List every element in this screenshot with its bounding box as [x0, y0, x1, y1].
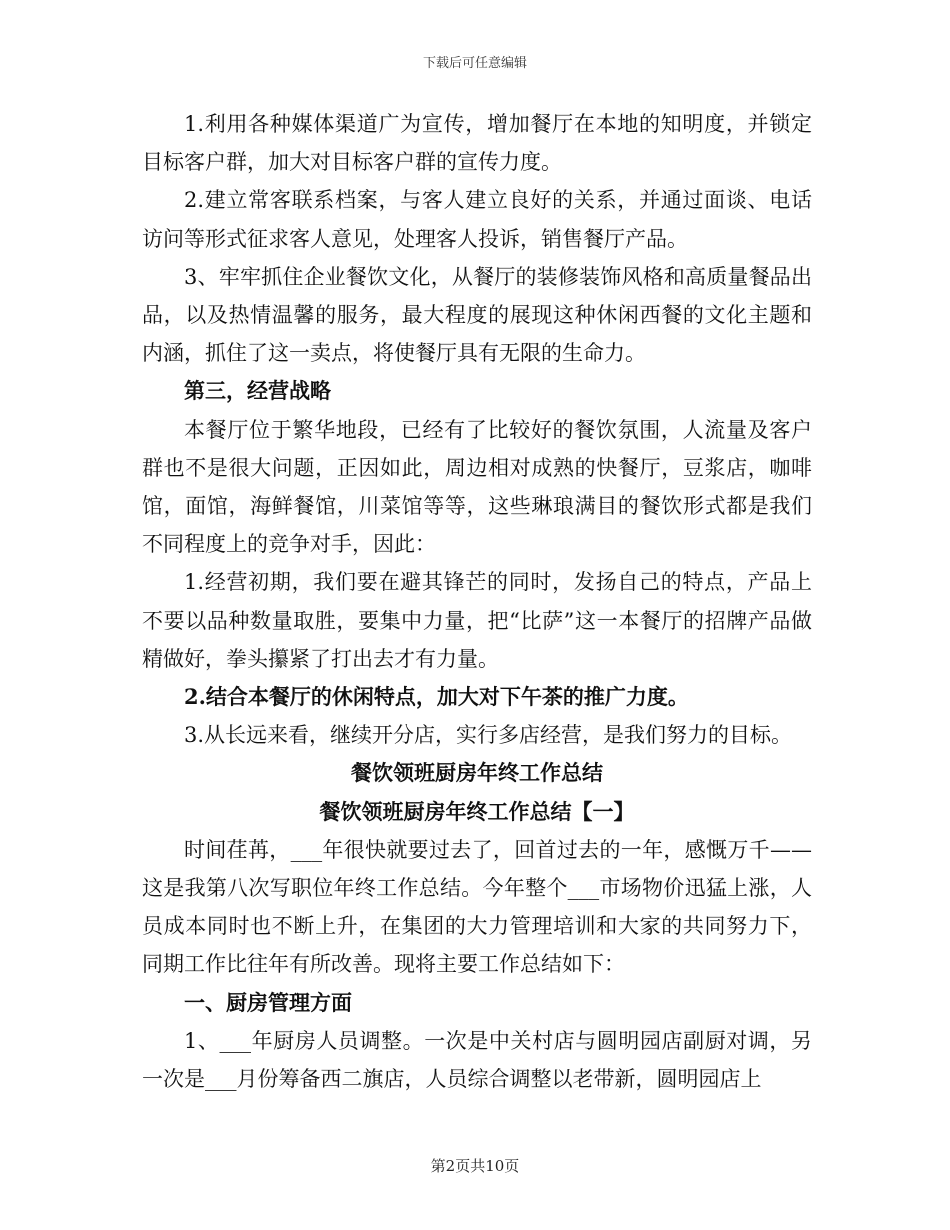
- paragraph-6-bold: 2.结合本餐厅的休闲特点，加大对下午茶的推广力度。: [184, 684, 689, 710]
- paragraph-8: 时间荏苒，___年很快就要过去了，回首过去的一年，感慨万千——这是我第八次写职位年终工作总结。今年整个___市场物价迅猛上涨，人员成本同时也不断上升，在集团的大力管理培训和大家的共同努力下，同期工作比往年有所改善。现将主要工作总结如下：: [142, 837, 812, 977]
- section-heading-1: 一、厨房管理方面: [184, 989, 352, 1015]
- paragraph-2: 2.建立常客联系档案，与客人建立良好的关系，并通过面谈、电话访问等形式征求客人意见，处理客人投诉，销售餐厅产品。: [142, 188, 812, 251]
- doc-title: 餐饮领班厨房年终工作总结: [351, 760, 603, 786]
- paragraph-1: 1.利用各种媒体渠道广为宣传，增加餐厅在本地的知明度，并锁定目标客户群，加大对目标客户群的宣传力度。: [142, 112, 812, 175]
- document-body: [142, 105, 812, 1098]
- doc-subtitle: 餐饮领班厨房年终工作总结【一】: [319, 798, 635, 824]
- paragraph-5: 1.经营初期，我们要在避其锋芒的同时，发扬自己的特点，产品上不要以品种数量取胜，要集中力量，把“比萨”这一本餐厅的招牌产品做精做好，拳头攥紧了打出去才有力量。: [142, 570, 812, 671]
- paragraph-9: 1、___年厨房人员调整。一次是中关村店与圆明园店副厨对调，另一次是___月份筹备西二旗店，人员综合调整以老带新，圆明园店上: [142, 1028, 812, 1092]
- section-heading-3: 第三，经营战略: [184, 378, 331, 404]
- paragraph-3: 3、牢牢抓住企业餐饮文化，从餐厅的装修装饰风格和高质量餐品出品，以及热情温馨的服务，最大程度的展现这种休闲西餐的文化主题和内涵，抓住了这一卖点，将使餐厅具有无限的生命力。: [142, 264, 812, 366]
- paragraph-4: 本餐厅位于繁华地段，已经有了比较好的餐饮氛围，人流量及客户群也不是很大问题，正因如此，周边相对成熟的快餐厅，豆浆店，咖啡馆，面馆，海鲜餐馆，川菜馆等等，这些琳琅满目的餐饮形式都是我们不同程度上的竞争对手，因此：: [142, 417, 812, 557]
- page-header: 下载后可任意编辑: [422, 56, 527, 71]
- page-footer: 第2页共10页: [430, 1157, 520, 1175]
- paragraph-7: 3.从长远来看，继续开分店，实行多店经营，是我们努力的目标。: [184, 723, 793, 748]
